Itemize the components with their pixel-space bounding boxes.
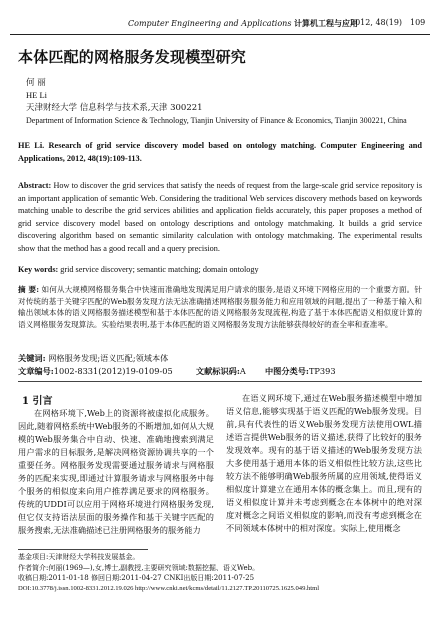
- doi-value: 1002-8331(2012)19-0109-05: [53, 366, 173, 376]
- footnote-dates: 收稿日期:2011-01-18 修回日期:2011-04-27 CNKI出版日期:2011-07-25: [18, 574, 255, 582]
- keywords-cn-text: 网格服务发现;语义匹配;领域本体: [48, 353, 169, 363]
- code-label: 文献标识码:: [195, 366, 240, 376]
- issue-number: 2012, 48(19): [350, 18, 403, 27]
- author-cn: 何 丽: [26, 78, 46, 88]
- affiliation-cn: 天津财经大学 信息科学与技术系,天津 300221: [26, 103, 203, 113]
- doi-label: 文章编号:: [18, 366, 54, 376]
- affiliation-en: Department of Information Science & Technology, Tianjin University of Finance & Economics, Tianjin 300221, China: [26, 116, 407, 125]
- keywords-en-text: grid service discovery; semantic matching; domain ontology: [60, 265, 259, 274]
- section-divider: [18, 381, 422, 382]
- abstract-en-label: Abstract:: [18, 181, 52, 190]
- paper-title: 本体匹配的网格服务发现模型研究: [18, 48, 247, 66]
- abstract-cn: [18, 284, 422, 331]
- clc-label: 中图分类号:: [264, 366, 309, 376]
- running-header: [128, 18, 358, 29]
- footnote-author: 作者简介:何丽(1969—),女,博士,副教授,主要研究领域:数据挖掘、语义Web。: [18, 563, 260, 572]
- footnote-doi: DOI:10.3778/j.issn.1002-8331.2012.19.026 http://www.cnki.net/kcms/detail/11.2127.TP.20110725.1625.049.html: [18, 584, 320, 592]
- journal-name-en: Computer Engineering and Applications: [128, 19, 292, 28]
- author-en: HE Li: [26, 90, 48, 100]
- footnotes: [18, 552, 422, 594]
- body-right-column: 在语义网环境下,通过在Web服务描述模型中增加语义信息,能够实现基于语义匹配的Web服务发现。目前,具有代表性的语义Web服务发现方法使用OWL描述语言提供Web服务的语义描述,获得了比较好的服务发现效率。现有的基于语义描述的Web服务发现方法大多使用基于通用本体的语义相似性比较方法,这些比较方法不能够明确Web服务所属的应用领域,使得语义相似度计算建立在通用本体的概念集上。而且,现有的语义相似度计算并未考虑到概念在本体树中的绝对深度对概念之间语义相似度的影响,而没有考虑到概念在不同领域本体树中的相对深度。实际上,使用概念: [226, 393, 422, 533]
- abstract-cn-label: 摘 要:: [18, 285, 39, 294]
- journal-name-cn: 计算机工程与应用: [293, 18, 358, 28]
- citation-en: HE Li. Research of grid service discovery model based on ontology matching. Computer Engineering and Applications, 2012, 48(19):109-113.: [18, 141, 422, 163]
- footnote-rule: [18, 549, 148, 550]
- article-meta-line: [18, 365, 422, 378]
- keywords-cn: [18, 352, 422, 365]
- keywords-cn-label: 关键词:: [18, 353, 46, 363]
- abstract-en: [18, 180, 422, 255]
- page-number: 109: [410, 18, 426, 27]
- keywords-en: [18, 264, 422, 277]
- footnote-fund: 基金项目:天津财经大学科技发展基金。: [18, 553, 140, 561]
- body-left-column: 在网格环境下,Web上的资源将被虚拟化成服务。因此,随着网格系统中Web服务的不断增加,如何从大规模的Web服务集合中自动、快速、准确地搜索到满足用户需求的目标服务,是解决网格资源协调共享的一个重要任务。网格服务发现需要通过服务请求与网格服务的匹配来实现,即通过计算服务请求与网格服务中每个服务的相似度来向用户推荐满足要求的网格服务。传统的UDDI可以应用于网格环境进行网格服务发现,但它仅支持语法层面的服务操作和基于关键字匹配的服务搜索,无法准确描述已注册网格服务的服务能力: [18, 408, 214, 535]
- section-1-title: 1 引言: [22, 396, 53, 407]
- abstract-en-text: How to discover the grid services that satisfy the needs of request from the large-scale grid service repository is an important application of semantic Web. Considering the traditional Web services discovery methods based on keywords matching unable to describe the grid services abilities and application fields accurately, this paper proposes a method of grid service discovery model based on ontology descriptions and ontology matchmaking. It builds a grid service discovering algorithm based on semantic similarity calculation with ontology matchmaking. The experimental results show that the method has a good recall and a query precision.: [18, 181, 423, 253]
- abstract-cn-text: 如何从大规模网格服务集合中快速而准确地发现满足用户请求的服务,是语义环境下网格应用的一个重要方面。针对传统的基于关键字匹配的Web服务发现方法无法准确描述网格服务服务能力和应用领域的问题,提出了一种基于输入和输出领域本体的语义网格服务描述模型和基于本体匹配的语义网格服务发现流程,构造了基于本体匹配语义相似度计算的语义网格服务发现算法。实验结果表明,基于本体匹配的语义网格服务发现方法能够获得较好的查全率和查准率。: [18, 285, 422, 330]
- code-value: A: [239, 366, 246, 376]
- clc-value: TP393: [308, 366, 336, 376]
- keywords-en-label: Key words:: [18, 265, 59, 274]
- header-rule: [10, 34, 430, 35]
